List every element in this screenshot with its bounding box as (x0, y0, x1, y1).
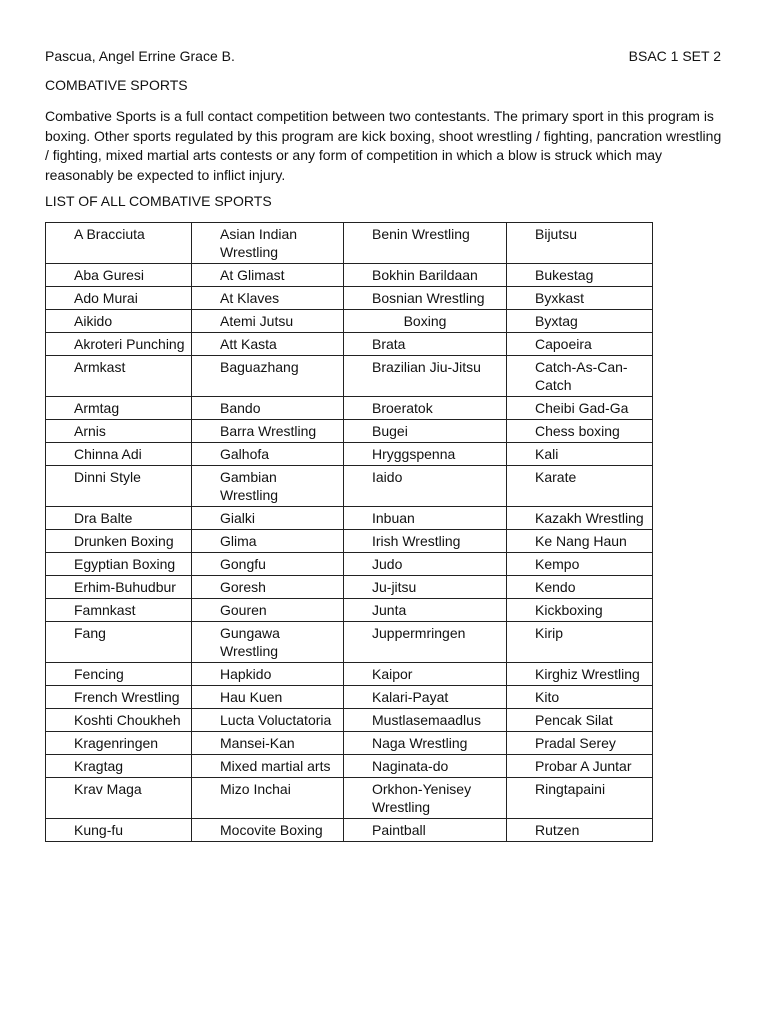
table-cell: Judo (344, 553, 507, 576)
table-cell: Mocovite Boxing (192, 819, 344, 842)
table-cell: Byxtag (507, 310, 653, 333)
table-cell: Kirghiz Wrestling (507, 663, 653, 686)
table-cell: Kali (507, 443, 653, 466)
table-cell: Gungawa Wrestling (192, 622, 344, 663)
class-section: BSAC 1 SET 2 (628, 48, 721, 64)
table-row (46, 223, 653, 264)
table-cell: Pradal Serey (507, 732, 653, 755)
table-cell: Probar A Juntar (507, 755, 653, 778)
table-cell: Paintball (344, 819, 507, 842)
table-cell: Bijutsu (507, 223, 653, 264)
table-cell: A Bracciuta (46, 223, 192, 264)
table-cell: Aikido (46, 310, 192, 333)
table-cell: Inbuan (344, 507, 507, 530)
table-cell: Bosnian Wrestling (344, 287, 507, 310)
table-cell: French Wrestling (46, 686, 192, 709)
table-row (46, 778, 653, 819)
table-cell: Galhofa (192, 443, 344, 466)
table-row (46, 732, 653, 755)
table-cell: Erhim-Buhudbur (46, 576, 192, 599)
table-cell: Bugei (344, 420, 507, 443)
table-cell: Orkhon-Yenisey Wrestling (344, 778, 507, 819)
table-cell: Gouren (192, 599, 344, 622)
table-row (46, 507, 653, 530)
table-cell: Irish Wrestling (344, 530, 507, 553)
table-cell: Kickboxing (507, 599, 653, 622)
table-cell: Juppermringen (344, 622, 507, 663)
table-cell: Naga Wrestling (344, 732, 507, 755)
table-cell: Kragtag (46, 755, 192, 778)
table-cell: Gambian Wrestling (192, 466, 344, 507)
table-cell: Barra Wrestling (192, 420, 344, 443)
table-cell: At Klaves (192, 287, 344, 310)
table-cell: Koshti Choukheh (46, 709, 192, 732)
table-cell: Catch-As-Can-Catch (507, 356, 653, 397)
table-cell: Mustlasemaadlus (344, 709, 507, 732)
table-cell: Lucta Voluctatoria (192, 709, 344, 732)
table-cell: Pencak Silat (507, 709, 653, 732)
table-cell: Broeratok (344, 397, 507, 420)
table-cell: Bukestag (507, 264, 653, 287)
document-heading: COMBATIVE SPORTS (45, 77, 188, 93)
table-cell: Gialki (192, 507, 344, 530)
table-row (46, 466, 653, 507)
table-cell: Kazakh Wrestling (507, 507, 653, 530)
list-title: LIST OF ALL COMBATIVE SPORTS (45, 193, 272, 209)
table-row (46, 686, 653, 709)
document-header (45, 48, 721, 64)
table-cell: Chinna Adi (46, 443, 192, 466)
sports-table (45, 222, 653, 842)
author-name: Pascua, Angel Errine Grace B. (45, 48, 235, 64)
table-cell: Ju-jitsu (344, 576, 507, 599)
table-row (46, 397, 653, 420)
table-cell: Hryggspenna (344, 443, 507, 466)
table-row (46, 622, 653, 663)
table-cell: Kragenringen (46, 732, 192, 755)
table-cell: Dinni Style (46, 466, 192, 507)
table-cell: Dra Balte (46, 507, 192, 530)
table-cell: Junta (344, 599, 507, 622)
table-cell: Mixed martial arts (192, 755, 344, 778)
table-row (46, 333, 653, 356)
table-cell: Glima (192, 530, 344, 553)
table-cell: Armkast (46, 356, 192, 397)
table-row (46, 819, 653, 842)
table-cell: Kendo (507, 576, 653, 599)
table-cell: Benin Wrestling (344, 223, 507, 264)
table-row (46, 755, 653, 778)
table-cell: Ke Nang Haun (507, 530, 653, 553)
table-cell: Kito (507, 686, 653, 709)
table-cell: At Glimast (192, 264, 344, 287)
table-cell: Capoeira (507, 333, 653, 356)
table-cell: Bokhin Barildaan (344, 264, 507, 287)
table-row (46, 443, 653, 466)
table-row (46, 287, 653, 310)
table-row (46, 310, 653, 333)
table-cell: Armtag (46, 397, 192, 420)
table-cell: Baguazhang (192, 356, 344, 397)
table-cell: Brata (344, 333, 507, 356)
table-cell: Rutzen (507, 819, 653, 842)
table-cell: Bando (192, 397, 344, 420)
table-row (46, 264, 653, 287)
table-cell: Ringtapaini (507, 778, 653, 819)
table-cell: Kirip (507, 622, 653, 663)
table-row (46, 709, 653, 732)
table-row (46, 553, 653, 576)
table-row (46, 530, 653, 553)
table-cell: Boxing (344, 310, 507, 333)
table-row (46, 420, 653, 443)
table-cell: Kaipor (344, 663, 507, 686)
table-cell: Atemi Jutsu (192, 310, 344, 333)
table-cell: Egyptian Boxing (46, 553, 192, 576)
table-cell: Kalari-Payat (344, 686, 507, 709)
table-row (46, 663, 653, 686)
table-cell: Akroteri Punching (46, 333, 192, 356)
table-row (46, 356, 653, 397)
table-cell: Cheibi Gad-Ga (507, 397, 653, 420)
table-cell: Naginata-do (344, 755, 507, 778)
table-cell: Brazilian Jiu-Jitsu (344, 356, 507, 397)
sports-table-body (46, 223, 653, 842)
table-cell: Asian Indian Wrestling (192, 223, 344, 264)
table-cell: Karate (507, 466, 653, 507)
table-cell: Fencing (46, 663, 192, 686)
table-cell: Famnkast (46, 599, 192, 622)
table-cell: Iaido (344, 466, 507, 507)
table-cell: Kung-fu (46, 819, 192, 842)
table-cell: Drunken Boxing (46, 530, 192, 553)
table-cell: Hau Kuen (192, 686, 344, 709)
table-cell: Att Kasta (192, 333, 344, 356)
table-cell: Kempo (507, 553, 653, 576)
table-cell: Byxkast (507, 287, 653, 310)
table-cell: Aba Guresi (46, 264, 192, 287)
table-cell: Hapkido (192, 663, 344, 686)
table-cell: Gongfu (192, 553, 344, 576)
table-cell: Mizo Inchai (192, 778, 344, 819)
table-cell: Chess boxing (507, 420, 653, 443)
table-cell: Arnis (46, 420, 192, 443)
table-cell: Ado Murai (46, 287, 192, 310)
intro-paragraph: Combative Sports is a full contact competition between two contestants. The primary sport in this program is boxing. Other sports regulated by this program are kick boxing, shoot wrestling / fighting, pancration wrestling / fighting, mixed martial arts contests or any form of competition in which a blow is struck which may reasonably be expected to inflict injury. (45, 108, 722, 183)
table-cell: Mansei-Kan (192, 732, 344, 755)
table-row (46, 599, 653, 622)
table-cell: Krav Maga (46, 778, 192, 819)
table-row (46, 576, 653, 599)
table-cell: Fang (46, 622, 192, 663)
table-cell: Goresh (192, 576, 344, 599)
